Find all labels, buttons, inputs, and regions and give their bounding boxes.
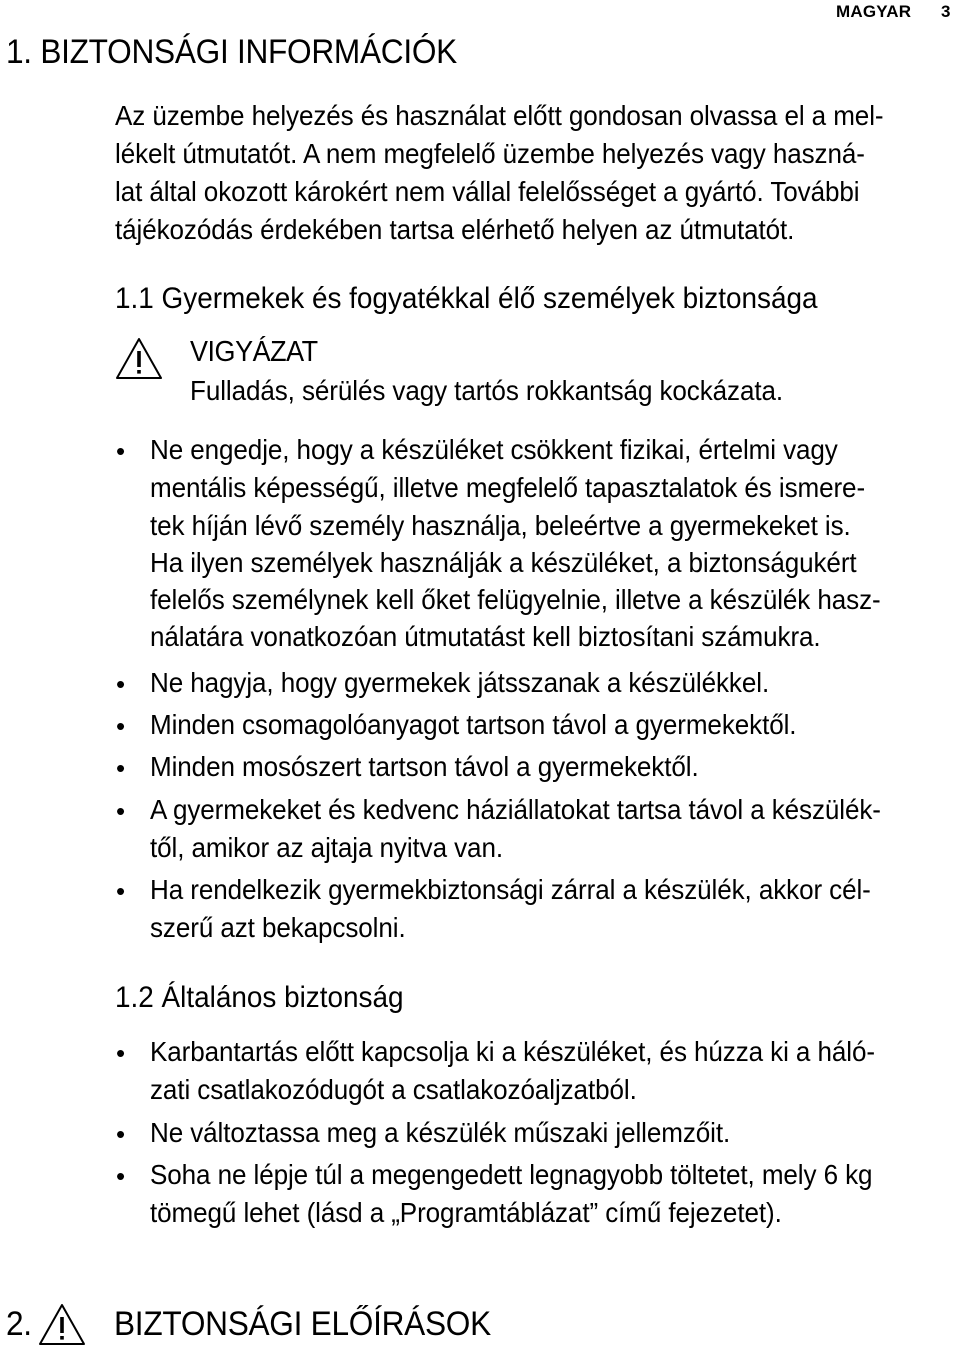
bullet-marker: • [116, 796, 126, 826]
bullet-marker: • [116, 711, 126, 741]
bullet-line: felelős személynek kell őket felügyelnie, illetve a készülék hasz- [150, 584, 881, 615]
bullet-marker: • [116, 436, 126, 466]
bullet-line: tömegű lehet (lásd a „Programtáblázat” című fejezetet). [150, 1197, 782, 1228]
bullet-line: Minden mosószert tartson távol a gyermekektől. [150, 751, 699, 782]
bullet-line: szerű azt bekapcsolni. [150, 912, 406, 943]
page-number: 3 [941, 2, 951, 21]
language-label: MAGYAR [836, 2, 912, 21]
section-number: 1.2 [115, 981, 154, 1014]
section-2-number: 2. [6, 1305, 32, 1343]
section-1-1-heading [115, 282, 818, 316]
warning-text: Fulladás, sérülés vagy tartós rokkantság kockázata. [190, 375, 784, 406]
bullet-line: Soha ne lépje túl a megengedett legnagyobb töltetet, mely 6 kg [150, 1159, 873, 1190]
bullet-line: Ne hagyja, hogy gyermekek játsszanak a készülékkel. [150, 667, 770, 698]
bullet-line: Minden csomagolóanyagot tartson távol a gyermekektől. [150, 709, 797, 740]
section-number: 1.1 [115, 282, 154, 315]
section-title: Általános biztonság [161, 981, 404, 1014]
bullet-line: től, amikor az ajtaja nyitva van. [150, 832, 503, 863]
bullet-line: tek híján lévő személy használja, beleértve a gyermekeket is. [150, 510, 851, 541]
warning-triangle-icon [38, 1303, 86, 1346]
section-1-2-heading [115, 981, 404, 1015]
section-1-title: 1. BIZTONSÁGI INFORMÁCIÓK [6, 33, 457, 71]
intro-line: lékelt útmutatót. A nem megfelelő üzembe helyezés vagy haszná- [115, 138, 865, 169]
intro-line: tájékozódás érdekében tartsa elérhető helyen az útmutatót. [115, 214, 795, 245]
bullet-marker: • [116, 876, 126, 906]
intro-line: lat által okozott károkért nem vállal felelősséget a gyártó. További [115, 176, 860, 207]
intro-line: Az üzembe helyezés és használat előtt gondosan olvassa el a mel- [115, 100, 884, 131]
section-2-title: BIZTONSÁGI ELŐÍRÁSOK [114, 1305, 491, 1343]
warning-triangle-icon [115, 337, 163, 380]
bullet-marker: • [116, 1038, 126, 1068]
bullet-marker: • [116, 669, 126, 699]
bullet-line: Ne változtassa meg a készülék műszaki jellemzőit. [150, 1117, 731, 1148]
bullet-line: Ha rendelkezik gyermekbiztonsági zárral a készülék, akkor cél- [150, 874, 871, 905]
bullet-line: mentális képességű, illetve megfelelő tapasztalatok és ismere- [150, 472, 866, 503]
bullet-line: A gyermekeket és kedvenc háziállatokat tartsa távol a készülék- [150, 794, 881, 825]
bullet-line: zati csatlakozódugót a csatlakozóaljzatból. [150, 1074, 637, 1105]
bullet-marker: • [116, 753, 126, 783]
bullet-line: Ha ilyen személyek használják a készüléket, a biztonságukért [150, 547, 857, 578]
bullet-line: nálatára vonatkozóan útmutatást kell biztosítani számukra. [150, 621, 821, 652]
warning-title: VIGYÁZAT [190, 336, 318, 368]
section-title: Gyermekek és fogyatékkal élő személyek biztonsága [161, 282, 818, 315]
bullet-marker: • [116, 1119, 126, 1149]
bullet-line: Ne engedje, hogy a készüléket csökkent fizikai, értelmi vagy [150, 434, 838, 465]
bullet-line: Karbantartás előtt kapcsolja ki a készüléket, és húzza ki a háló- [150, 1036, 875, 1067]
bullet-marker: • [116, 1161, 126, 1191]
